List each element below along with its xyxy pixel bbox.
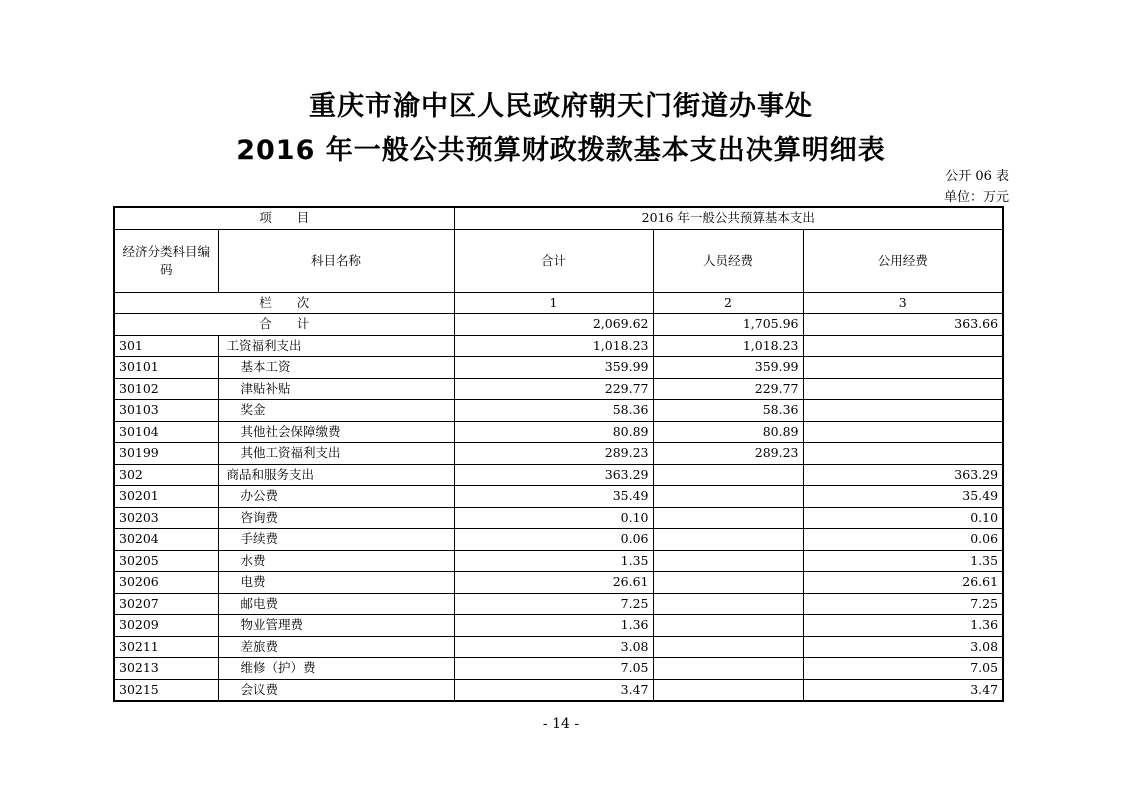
unit-label: 单位：万元 [943,190,1009,205]
row-public [803,357,1003,379]
row-total: 0.10 [454,507,653,529]
row-code: 30203 [114,507,218,529]
row-total: 35.49 [454,486,653,508]
table-row [114,572,1003,594]
column-index-row [114,292,1003,314]
row-code: 30206 [114,572,218,594]
row-personnel: 58.36 [653,400,803,422]
row-total: 1.35 [454,550,653,572]
table-row [114,335,1003,357]
expenditure-table [113,206,1004,702]
row-code: 30211 [114,636,218,658]
column-index-label: 栏 次 [114,292,454,314]
row-code: 30209 [114,615,218,637]
row-name: 基本工资 [218,357,454,379]
row-personnel [653,658,803,680]
row-personnel [653,572,803,594]
table-row [114,550,1003,572]
row-code: 30213 [114,658,218,680]
table-row [114,658,1003,680]
row-personnel [653,464,803,486]
total-sum: 2,069.62 [454,314,653,336]
row-name: 咨询费 [218,507,454,529]
row-code: 301 [114,335,218,357]
row-code: 30207 [114,593,218,615]
row-public: 3.47 [803,679,1003,701]
row-personnel [653,593,803,615]
row-personnel: 359.99 [653,357,803,379]
row-total: 289.23 [454,443,653,465]
row-personnel: 229.77 [653,378,803,400]
row-public: 7.25 [803,593,1003,615]
row-name: 维修（护）费 [218,658,454,680]
row-code: 30199 [114,443,218,465]
column-index-2: 2 [653,292,803,314]
header-row-1 [114,207,1003,229]
total-public: 363.66 [803,314,1003,336]
row-public: 0.10 [803,507,1003,529]
column-index-1: 1 [454,292,653,314]
header-personnel: 人员经费 [653,229,803,292]
table-row [114,679,1003,701]
header-project: 项 目 [114,207,454,229]
table-row [114,636,1003,658]
row-code: 30101 [114,357,218,379]
row-code: 30204 [114,529,218,551]
row-public [803,378,1003,400]
row-name: 手续费 [218,529,454,551]
row-total: 0.06 [454,529,653,551]
total-label: 合 计 [114,314,454,336]
row-code: 302 [114,464,218,486]
row-name: 奖金 [218,400,454,422]
column-index-3: 3 [803,292,1003,314]
table-row [114,507,1003,529]
row-public: 1.35 [803,550,1003,572]
total-row [114,314,1003,336]
header-row-2 [114,229,1003,292]
row-name: 水费 [218,550,454,572]
row-public: 1.36 [803,615,1003,637]
row-name: 邮电费 [218,593,454,615]
table-row [114,486,1003,508]
row-name: 差旅费 [218,636,454,658]
header-name: 科目名称 [218,229,454,292]
row-public [803,335,1003,357]
row-personnel: 80.89 [653,421,803,443]
row-name: 会议费 [218,679,454,701]
row-name: 其他工资福利支出 [218,443,454,465]
header-group: 2016 年一般公共预算基本支出 [454,207,1003,229]
row-public: 35.49 [803,486,1003,508]
row-name: 办公费 [218,486,454,508]
row-total: 359.99 [454,357,653,379]
row-personnel [653,529,803,551]
row-total: 80.89 [454,421,653,443]
row-public: 363.29 [803,464,1003,486]
row-code: 30104 [114,421,218,443]
row-personnel: 1,018.23 [653,335,803,357]
row-public [803,400,1003,422]
table-row [114,529,1003,551]
row-code: 30201 [114,486,218,508]
row-name: 电费 [218,572,454,594]
row-personnel [653,615,803,637]
header-total: 合计 [454,229,653,292]
row-code: 30215 [114,679,218,701]
table-row [114,421,1003,443]
row-personnel [653,550,803,572]
row-public: 26.61 [803,572,1003,594]
table-row [114,443,1003,465]
row-public: 0.06 [803,529,1003,551]
table-row [114,593,1003,615]
row-personnel: 289.23 [653,443,803,465]
header-code: 经济分类科目编码 [114,229,218,292]
row-personnel [653,679,803,701]
row-public: 3.08 [803,636,1003,658]
row-total: 3.47 [454,679,653,701]
row-total: 58.36 [454,400,653,422]
row-code: 30205 [114,550,218,572]
row-personnel [653,507,803,529]
row-public [803,421,1003,443]
row-code: 30103 [114,400,218,422]
row-name: 物业管理费 [218,615,454,637]
row-total: 7.25 [454,593,653,615]
table-row [114,357,1003,379]
form-number: 公开 06 表 [945,169,1009,184]
row-total: 363.29 [454,464,653,486]
row-name: 津贴补贴 [218,378,454,400]
row-name: 商品和服务支出 [218,464,454,486]
header-public: 公用经费 [803,229,1003,292]
table-row [114,378,1003,400]
row-public: 7.05 [803,658,1003,680]
row-personnel [653,486,803,508]
page-number: - 14 - [542,716,580,732]
document-subtitle: 2016 年一般公共预算财政拨款基本支出决算明细表 [236,135,886,166]
total-personnel: 1,705.96 [653,314,803,336]
row-total: 3.08 [454,636,653,658]
row-personnel [653,636,803,658]
document-title: 重庆市渝中区人民政府朝天门街道办事处 [309,91,813,122]
table-row [114,615,1003,637]
row-total: 26.61 [454,572,653,594]
table-row [114,464,1003,486]
row-code: 30102 [114,378,218,400]
row-public [803,443,1003,465]
table-row [114,400,1003,422]
row-name: 其他社会保障缴费 [218,421,454,443]
row-total: 1.36 [454,615,653,637]
row-total: 7.05 [454,658,653,680]
row-total: 1,018.23 [454,335,653,357]
row-total: 229.77 [454,378,653,400]
row-name: 工资福利支出 [218,335,454,357]
